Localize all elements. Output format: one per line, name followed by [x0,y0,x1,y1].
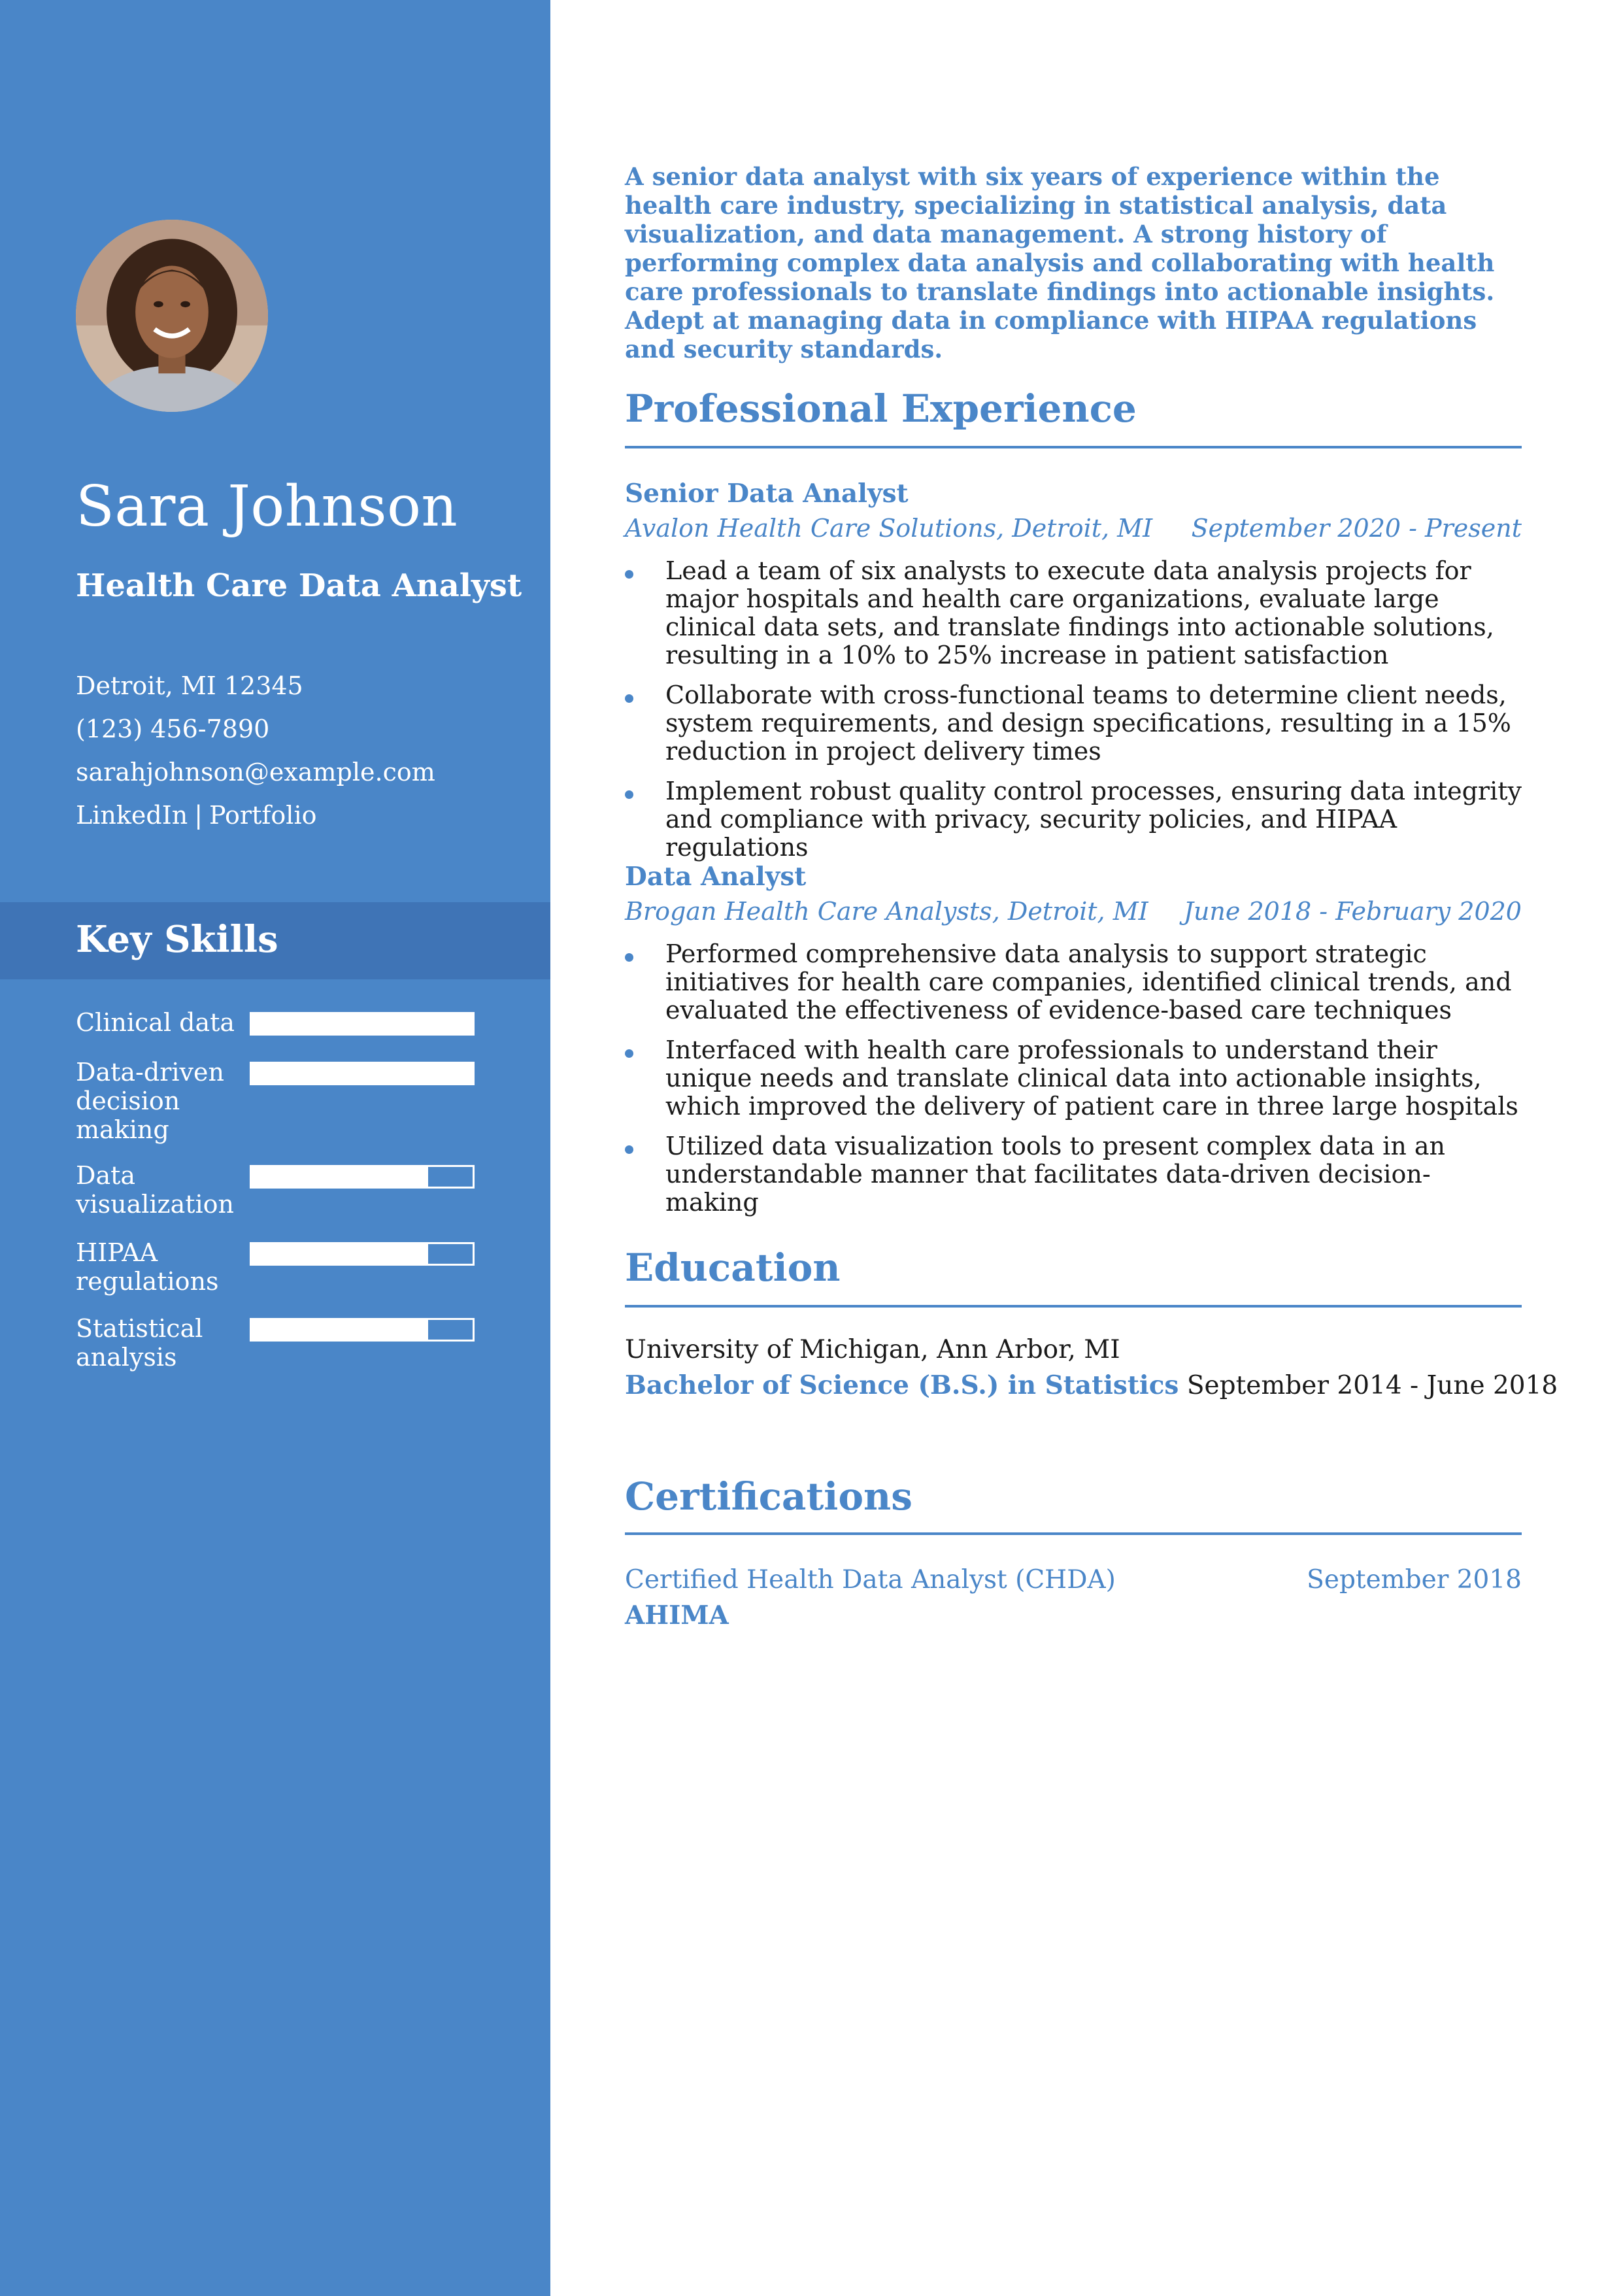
skill-level-bar [250,1062,475,1085]
main-content [625,0,1558,2296]
job-meta-2 [625,897,1522,927]
list-item: Utilized data visualization tools to present complex data in an understandable manner that facilitates data-driven decision-making [625,1132,1522,1217]
contact-phone: (123) 456-7890 [76,715,270,743]
education-divider [625,1305,1522,1308]
bullet-dot-icon [625,1049,633,1058]
skill-level-bar [250,1318,475,1342]
candidate-title: Health Care Data Analyst [76,567,522,604]
job-dates-1: September 2020 - Present [1191,514,1522,543]
profile-photo [76,220,268,412]
certifications-heading: Certifications [625,1474,912,1519]
list-item: Interfaced with health care professionals to understand their unique needs and translate clinical data into actionable insights, which improved the delivery of patient care in three large hospitals [625,1036,1522,1121]
certification-item [625,1565,1522,1596]
bullet-dot-icon [625,1145,633,1154]
contact-email[interactable]: sarahjohnson@example.com [76,758,435,786]
job-company-2: Brogan Health Care Analysts, Detroit, MI [625,897,1148,926]
list-item: Collaborate with cross-functional teams to determine client needs, system requirements, and design specifications, resulting in a 15% reduction in project delivery times [625,681,1522,766]
job-title-2: Data Analyst [625,862,807,892]
certifications-divider [625,1532,1522,1535]
bullet-dot-icon [625,694,633,703]
skill-label: Clinical data [76,1008,235,1037]
linkedin-link[interactable]: LinkedIn [76,801,188,830]
job-company-1: Avalon Health Care Solutions, Detroit, MI [625,514,1153,543]
skill-label: Data-driven decision making [76,1058,224,1144]
portrait-photo-icon [76,220,268,412]
list-item: Lead a team of six analysts to execute data analysis projects for major hospitals and health care organizations, evaluate large clinical data sets, and translate findings into actionable solutions, resulting in a 10% to 25% increase in patient satisfaction [625,557,1522,669]
skill-level-bar [250,1165,475,1189]
certification-date: September 2018 [1307,1565,1522,1595]
job-bullets-1 [625,557,1522,873]
education-degree-line [625,1370,1558,1402]
contact-location: Detroit, MI 12345 [76,671,303,700]
skills-heading: Key Skills [76,918,278,961]
contact-links [76,794,435,837]
job-title-1: Senior Data Analyst [625,479,909,509]
certification-issuer: AHIMA [625,1600,729,1630]
certification-name: Certified Health Data Analyst (CHDA) [625,1565,1116,1595]
experience-divider [625,446,1522,448]
link-separator: | [194,801,203,830]
skill-level-fill [252,1320,428,1340]
skill-level-bar [250,1012,475,1036]
list-item: Implement robust quality control processes, ensuring data integrity and compliance with privacy, security policies, and HIPAA regulations [625,777,1522,862]
candidate-name: Sara Johnson [76,474,458,539]
professional-summary: A senior data analyst with six years of experience within the health care industry, specializing in statistical analysis, data visualization, and data management. A strong history of performing complex data analysis and collaborating with health care professionals to translate findings into actionable insights. Adept at managing data in compliance with HIPAA regulations and security standards. [625,162,1495,363]
contact-block [76,664,435,837]
education-dates: September 2014 - June 2018 [1186,1371,1558,1400]
list-item: Performed comprehensive data analysis to support strategic initiatives for health care companies, identified clinical trends, and evaluated the effectiveness of evidence-based care techniques [625,940,1522,1024]
skill-level-fill [252,1167,428,1187]
job-meta-1 [625,514,1522,544]
education-school: University of Michigan, Ann Arbor, MI [625,1335,1120,1364]
bullet-dot-icon [625,790,633,799]
sidebar [0,0,550,2296]
bullet-dot-icon [625,953,633,962]
skill-label: HIPAA regulations [76,1238,219,1296]
skill-level-fill [252,1014,473,1034]
skill-level-fill [252,1064,473,1083]
experience-heading: Professional Experience [625,386,1137,431]
job-dates-2: June 2018 - February 2020 [1183,897,1522,926]
bullet-dot-icon [625,570,633,579]
education-heading: Education [625,1245,841,1290]
skill-level-bar [250,1242,475,1266]
portfolio-link[interactable]: Portfolio [209,801,317,830]
skill-level-fill [252,1244,428,1264]
skill-label: Statistical analysis [76,1314,203,1372]
skill-label: Data visualization [76,1161,235,1219]
job-bullets-2 [625,940,1522,1228]
education-degree: Bachelor of Science (B.S.) in Statistics [625,1370,1179,1400]
